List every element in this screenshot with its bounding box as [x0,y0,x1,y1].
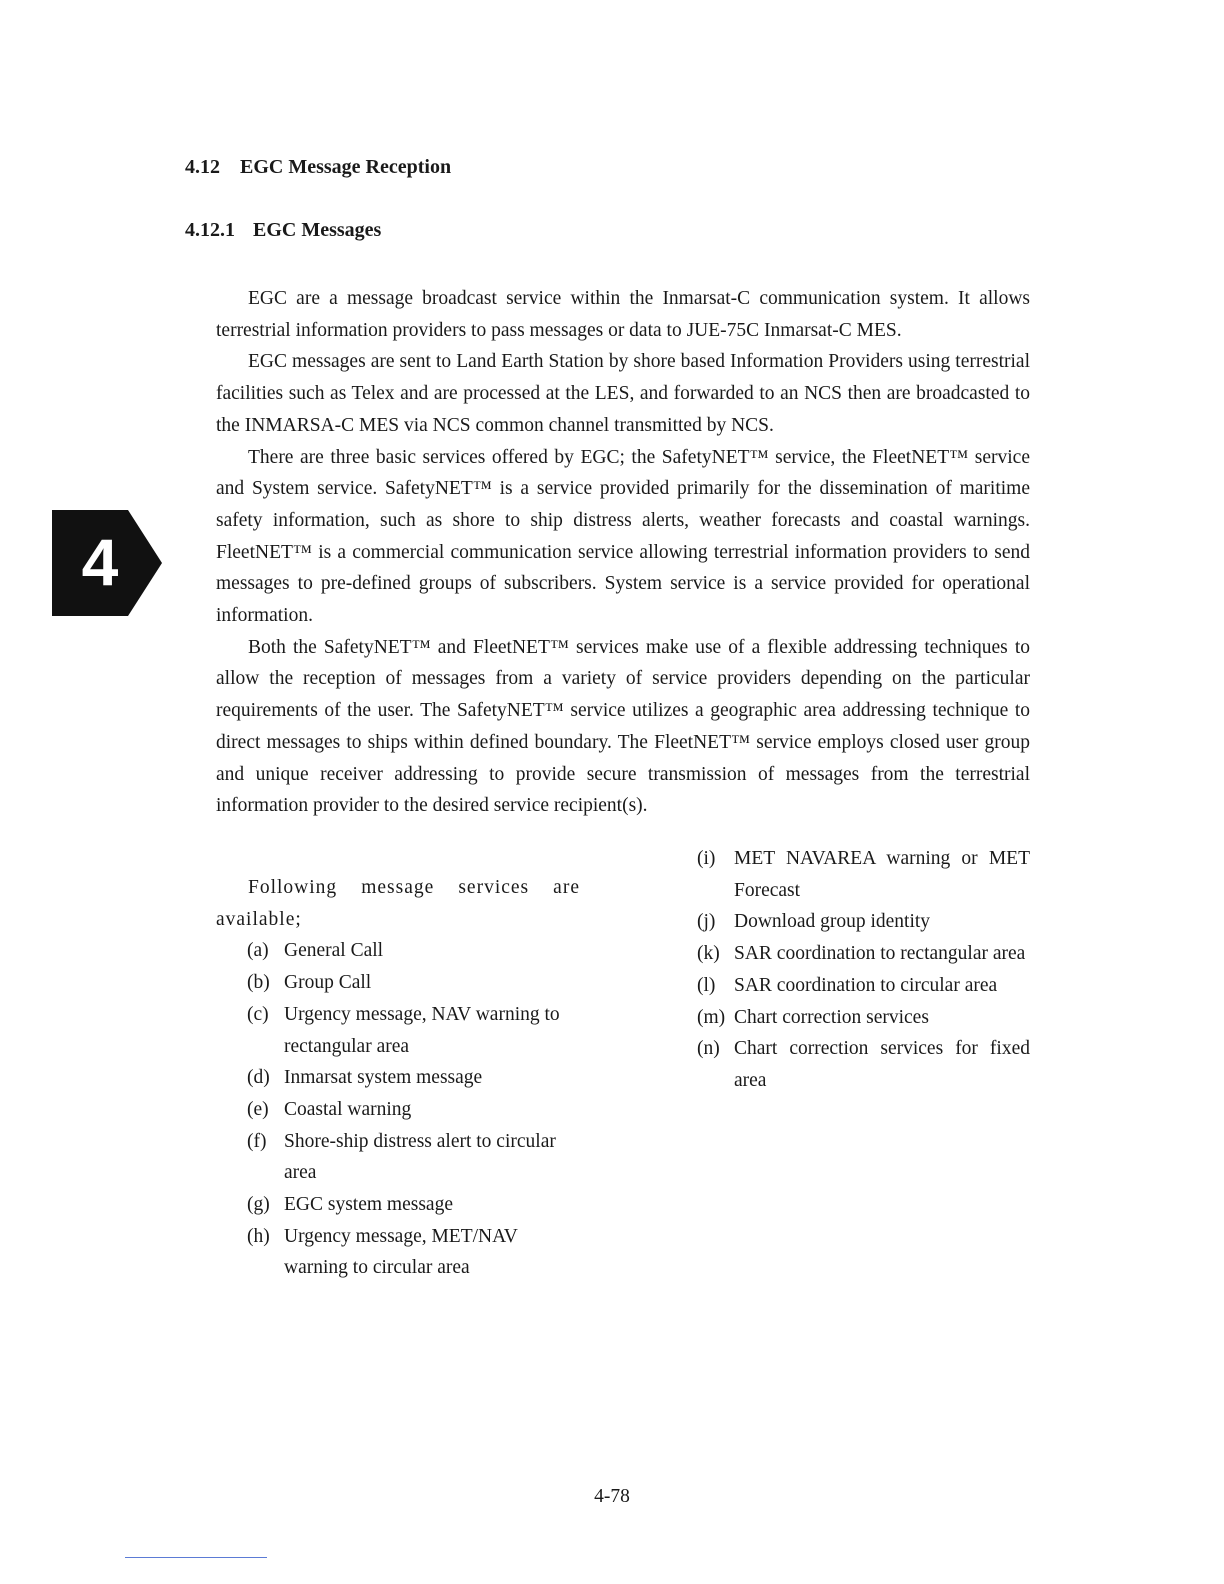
subsection-title: EGC Messages [253,219,382,241]
service-list-item [247,935,580,967]
services-list-right [697,843,1030,1097]
service-list-item [247,999,580,1062]
page-number: 4-78 [594,1486,630,1507]
service-item-text: Download group identity [734,911,931,933]
subsection-heading [185,219,381,242]
subsection-number: 4.12.1 [185,219,235,241]
service-item-label: (n) [697,1038,720,1060]
service-list-item [247,1062,580,1094]
chapter-tab-number: 4 [81,525,119,599]
service-item-label: (e) [247,1098,269,1120]
service-item-text: EGC system message [284,1194,453,1216]
services-intro: Following message services are available; [216,877,580,930]
service-item-text: Urgency message, NAV warning to rectangular area [284,1003,560,1057]
service-item-label: (j) [697,911,716,933]
service-item-label: (a) [247,940,269,962]
service-item-text: Urgency message, MET/NAV warning to circular area [284,1225,518,1279]
service-item-label: (g) [247,1194,270,1216]
service-item-label: (i) [697,848,716,869]
paragraph: Both the SafetyNET™ and FleetNET™ services make use of a flexible addressing techniques to allow the reception of messages from a variety of service providers depending on the particular requirements of the user. The SafetyNET™ service utilizes a geographic area addressing technique to direct messages to ships within defined boundary. The FleetNET™ service employs closed user group and unique receiver addressing to provide secure transmission of messages from the terrestrial information provider to the desired service recipient(s). [216,636,1030,817]
section-title: EGC Message Reception [240,156,452,178]
paragraph: EGC are a message broadcast service within the Inmarsat-C communication system. It allows terrestrial information providers to pass messages or data to JUE-75C Inmarsat-C MES. [216,288,1030,341]
section-number: 4.12 [185,156,220,178]
service-list-item [247,1189,580,1221]
bottom-rule [125,1557,267,1558]
service-item-text: General Call [284,940,384,962]
service-list-item [697,1002,1030,1034]
service-list-item [247,1126,580,1189]
service-item-text: Inmarsat system message [284,1067,483,1089]
service-item-text: Coastal warning [284,1098,412,1120]
service-item-label: (c) [247,1003,269,1025]
services-list-left [216,935,580,1284]
services-right-column [697,843,1030,1097]
service-list-item [247,1094,580,1126]
service-item-text: Chart correction services for fixed area [734,1038,1030,1091]
service-item-label: (f) [247,1130,267,1152]
service-list-item [697,906,1030,938]
chapter-tab-marker [52,510,162,616]
service-item-text: Chart correction services [734,1006,929,1028]
services-left-column [216,872,580,1284]
service-item-label: (m) [697,1006,726,1028]
service-list-item [697,938,1030,970]
service-item-label: (k) [697,943,720,965]
service-list-item [697,1033,1030,1096]
service-item-text: SAR coordination to circular area [734,974,998,996]
service-item-text: Group Call [284,972,372,994]
service-item-text: Shore-ship distress alert to circular area [284,1130,556,1184]
service-item-text: SAR coordination to rectangular area [734,943,1026,965]
service-item-label: (d) [247,1067,270,1089]
service-list-item [697,843,1030,906]
section-heading [185,156,451,179]
service-item-text: MET NAVAREA warning or MET Forecast [734,848,1030,901]
paragraph: There are three basic services offered by EGC; the SafetyNET™ service, the FleetNET™ service and System service. SafetyNET™ is a service provided primarily for the dissemination of maritime safety information, such as shore to ship distress alerts, weather forecasts and coastal warnings. FleetNET™ is a commercial communication service allowing terrestrial information providers to send messages to pre-defined groups of subscribers. System service is a service provided for operational information. [216,446,1030,627]
service-list-item [697,970,1030,1002]
service-list-item [247,1221,580,1284]
service-item-label: (l) [697,974,716,996]
service-item-label: (h) [247,1225,270,1247]
service-item-label: (b) [247,972,270,994]
paragraph: EGC messages are sent to Land Earth Station by shore based Information Providers using terrestrial facilities such as Telex and are processed at the LES, and forwarded to an NCS then are broadcasted to the INMARSA-C MES via NCS common channel transmitted by NCS. [216,351,1030,436]
body-text [216,283,1030,822]
service-list-item [247,967,580,999]
